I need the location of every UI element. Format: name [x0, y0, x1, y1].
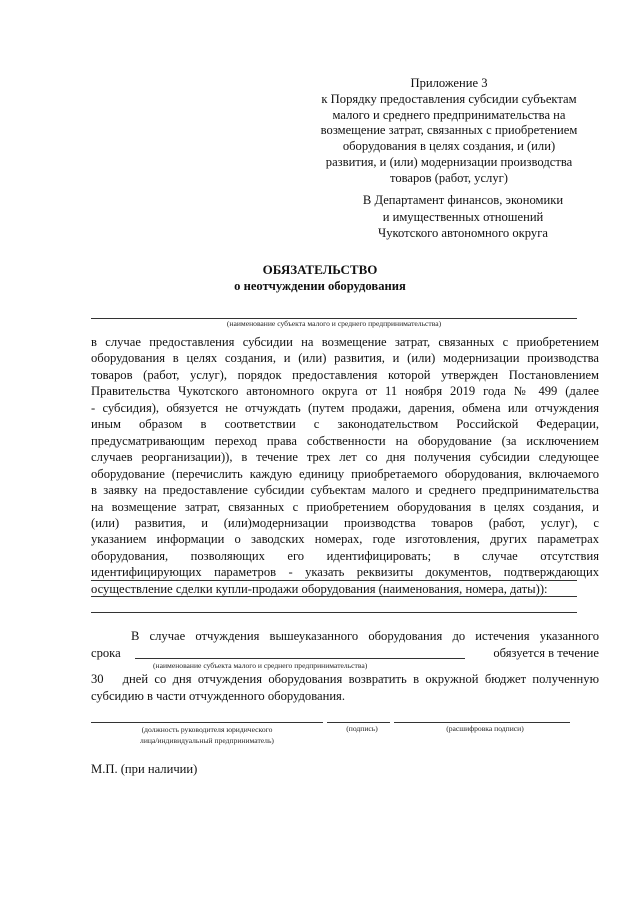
addressee-block	[328, 192, 598, 242]
alienation-paragraph	[91, 628, 599, 704]
document-title: ОБЯЗАТЕЛЬСТВО	[262, 262, 378, 277]
paragraph-line: случаев реорганизации)), в течение трех лет со дня получения субсидии следующее	[91, 450, 599, 465]
paragraph-line: в случае предоставления субсидии на возмещение затрат, связанных с приобретением	[91, 335, 599, 349]
signature-caption: (подпись)	[346, 724, 378, 733]
entity-fill-line	[135, 658, 465, 659]
obligation-label: обязуется в течение	[493, 645, 599, 660]
position-caption-line: лица/индивидуальный предприниматель)	[140, 736, 274, 745]
addressee-line: и имущественных отношений	[382, 209, 544, 224]
alienation-line-4: субсидию в части отчужденного оборудования.	[91, 688, 345, 703]
days-text: дней со дня отчуждения оборудования возвратить в окружной бюджет полученную	[122, 672, 599, 686]
decode-signature-line	[394, 722, 570, 723]
paragraph-line: идентифицирующих параметров - указать реквизиты документов, подтверждающих	[91, 565, 599, 580]
alienation-line-1: В случае отчуждения вышеуказанного оборудования до истечения указанного	[131, 629, 599, 643]
equipment-list-line	[91, 596, 577, 597]
paragraph-line: Правительства Чукотского автономного округа от 11 ноября 2019 года № 499 (далее	[91, 384, 599, 399]
document-subtitle: о неотчуждении оборудования	[234, 279, 406, 293]
alienation-caption: (наименование субъекта малого и среднего предпринимательства)	[153, 661, 368, 670]
srok-label: срока	[91, 645, 121, 660]
equipment-list-line	[91, 612, 577, 613]
appendix-line: оборудования в целях создания, и (или)	[342, 139, 556, 154]
position-caption	[91, 724, 323, 746]
appendix-line: развития, и (или) модернизации производства	[325, 154, 573, 169]
addressee-line: Чукотского автономного округа	[378, 226, 548, 240]
days-count: 30	[91, 672, 104, 686]
alienation-line-2	[91, 645, 599, 662]
paragraph-line: в заявку на предоставление субсидии субъектам малого и среднего предпринимательства	[91, 483, 599, 498]
decode-caption: (расшифровка подписи)	[446, 724, 524, 733]
paragraph-line: предусматривающим переход права собственности на оборудование (за исключением	[91, 433, 599, 448]
appendix-line: к Порядку предоставления субсидии субъектам	[321, 91, 577, 106]
appendix-line: Приложение 3	[410, 76, 488, 90]
paragraph-line: иным образом в соответствии с законодательством Российской Федерации,	[91, 417, 599, 432]
position-signature-line	[91, 722, 323, 723]
paragraph-line: (или) развития, и (или)модернизации производства товаров (работ, услуг), с	[91, 515, 599, 530]
paragraph-line: оборудования в целях создания, и (или) развития, и (или) модернизации производства	[91, 351, 599, 366]
paragraph-line: оборудования, позволяющих его идентифицировать; в случае отсутствия	[91, 548, 599, 563]
position-caption-line: (должность руководителя юридического	[141, 725, 273, 734]
addressee-line: В Департамент финансов, экономики	[362, 193, 564, 207]
appendix-line: товаров (работ, услуг)	[390, 170, 508, 185]
paragraph-line: осуществление сделки купли-продажи оборудования (наименования, номера, даты)):	[91, 581, 548, 596]
paragraph-line: товаров (работ, услуг), порядок предоставления которой утвержден Постановлением	[91, 367, 599, 382]
paragraph-line: - субсидия), обязуется не отчуждать (путем продажи, дарения, обмена или отчуждения	[91, 400, 599, 415]
paragraph-line: оборудование (перечислить каждую единицу приобретаемого оборудования, включаемого	[91, 466, 599, 481]
alienation-line-3	[91, 671, 599, 688]
main-paragraph	[91, 334, 599, 597]
entity-name-caption: (наименование субъекта малого и среднего предпринимательства)	[226, 319, 442, 328]
paragraph-line: на возмещение затрат, связанных с приобретением оборудования в целях создания, и	[91, 499, 599, 514]
appendix-line: возмещение затрат, связанных с приобретением	[320, 123, 578, 138]
equipment-list-line	[91, 580, 577, 581]
signature-line	[327, 722, 390, 723]
appendix-header	[300, 76, 598, 187]
stamp-place: М.П. (при наличии)	[91, 762, 198, 776]
paragraph-line: указанием информации о заводских номерах, годе изготовления, других параметрах	[91, 532, 599, 547]
appendix-line: малого и среднего предпринимательства на	[332, 107, 566, 122]
